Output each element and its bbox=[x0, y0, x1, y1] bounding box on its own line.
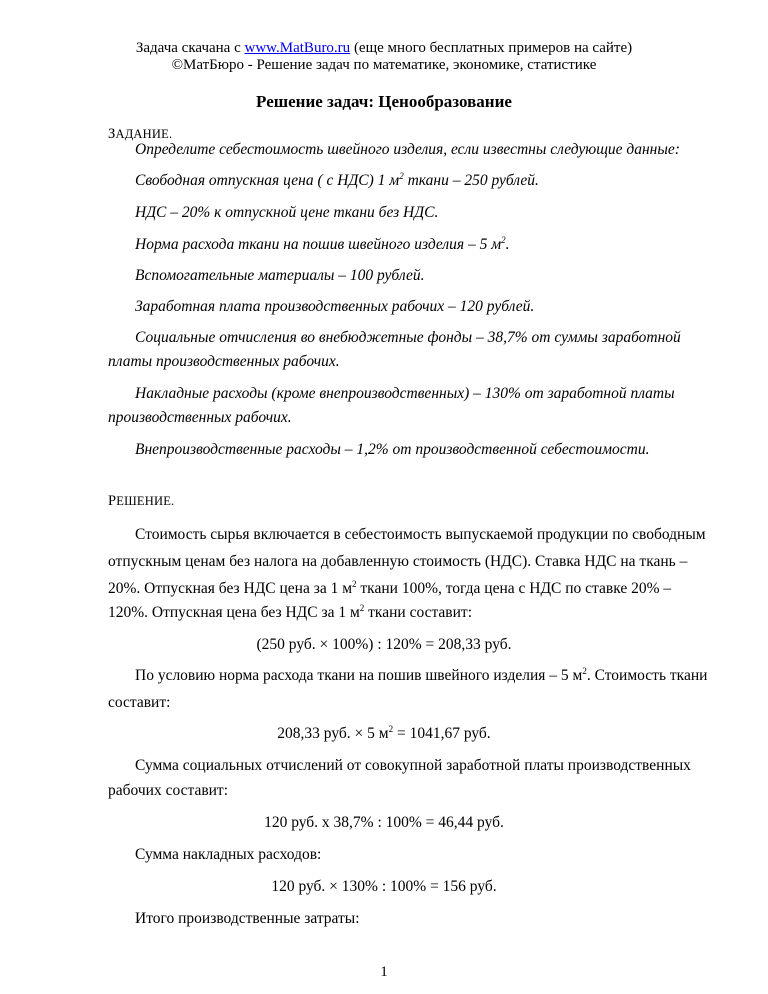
task-line: НДС – 20% к отпускной цене ткани без НДС. bbox=[135, 204, 439, 221]
solution-line: рабочих составит: bbox=[108, 782, 229, 799]
superscript: 2 bbox=[359, 603, 365, 613]
task-line: Социальные отчисления во внебюджетные фонды – 38,7% от суммы заработной bbox=[135, 329, 681, 346]
solution-text: . Стоимость ткани bbox=[586, 667, 708, 684]
page-header bbox=[0, 40, 768, 74]
task-heading-cap: З bbox=[108, 126, 116, 142]
formula-1: (250 руб. × 100%) : 120% = 208,33 руб. bbox=[256, 636, 512, 653]
page-number: 1 bbox=[380, 964, 388, 980]
solution-line: Стоимость сырья включается в себестоимость выпускаемой продукции по свободным bbox=[135, 526, 706, 543]
task-line: Внепроизводственные расходы – 1,2% от производственной себестоимости. bbox=[135, 441, 650, 458]
task-text: Норма расхода ткани на пошив швейного изделия – 5 м bbox=[135, 236, 502, 253]
solution-line bbox=[108, 580, 671, 598]
solution-line bbox=[135, 667, 707, 685]
header-text: Задача скачана с bbox=[135, 40, 245, 56]
task-line: Заработная плата производственных рабочих – 120 рублей. bbox=[135, 298, 535, 315]
superscript: 2 bbox=[399, 171, 404, 181]
formula-text: 208,33 руб. × 5 м bbox=[277, 725, 389, 742]
solution-line bbox=[108, 604, 472, 622]
solution-heading-rest: ЕШЕНИЕ. bbox=[116, 494, 175, 508]
solution-text: 120%. Отпускная цена без НДС за 1 м bbox=[108, 604, 360, 621]
formula-3: 120 руб. х 38,7% : 100% = 46,44 руб. bbox=[264, 814, 504, 831]
task-line bbox=[135, 172, 539, 190]
header-text-tail: (еще много бесплатных примеров на сайте) bbox=[350, 40, 633, 56]
superscript: 2 bbox=[352, 579, 357, 589]
task-heading-rest: АДАНИЕ. bbox=[115, 127, 173, 141]
solution-line: Итого производственные затраты: bbox=[135, 910, 360, 927]
solution-text: ткани составит: bbox=[364, 604, 473, 621]
task-line: Вспомогательные материалы – 100 рублей. bbox=[135, 267, 425, 284]
solution-heading-cap: Р bbox=[108, 493, 117, 509]
solution-line: Сумма накладных расходов: bbox=[135, 846, 322, 863]
formula-2 bbox=[0, 725, 768, 743]
solution-text: 20%. Отпускная без НДС цена за 1 м bbox=[108, 580, 353, 597]
task-text: Свободная отпускная цена ( с НДС) 1 м bbox=[135, 172, 400, 189]
page-title: Решение задач: Ценообразование bbox=[256, 92, 512, 111]
task-line: Накладные расходы (кроме внепроизводственных) – 130% от заработной платы bbox=[135, 385, 675, 402]
task-text: . bbox=[505, 236, 510, 253]
solution-line: составит: bbox=[108, 694, 171, 711]
superscript: 2 bbox=[388, 724, 394, 734]
task-line: производственных рабочих. bbox=[108, 409, 292, 426]
task-line bbox=[135, 236, 510, 254]
formula-text: = 1041,67 руб. bbox=[393, 725, 491, 742]
formula-4: 120 руб. × 130% : 100% = 156 руб. bbox=[271, 878, 497, 895]
solution-heading bbox=[108, 493, 174, 510]
solution-line: Сумма социальных отчислений от совокупной заработной платы производственных bbox=[135, 757, 691, 774]
task-line: Определите себестоимость швейного изделия, если известны следующие данные: bbox=[135, 141, 680, 158]
header-line-2: ©МатБюро - Решение задач по математике, экономике, статистике bbox=[171, 57, 597, 73]
header-line-1 bbox=[0, 40, 768, 57]
superscript: 2 bbox=[501, 235, 506, 245]
solution-text: По условию норма расхода ткани на пошив швейного изделия – 5 м bbox=[135, 667, 583, 684]
superscript: 2 bbox=[582, 666, 587, 676]
solution-text: ткани 100%, тогда цена с НДС по ставке 20% – bbox=[356, 580, 672, 597]
solution-line: отпускным ценам без налога на добавленную стоимость (НДС). Ставка НДС на ткань – bbox=[108, 553, 688, 570]
task-line: платы производственных рабочих. bbox=[108, 353, 340, 370]
task-text: ткани – 250 рублей. bbox=[403, 172, 539, 189]
site-link[interactable]: www.MatBuro.ru bbox=[244, 40, 351, 56]
